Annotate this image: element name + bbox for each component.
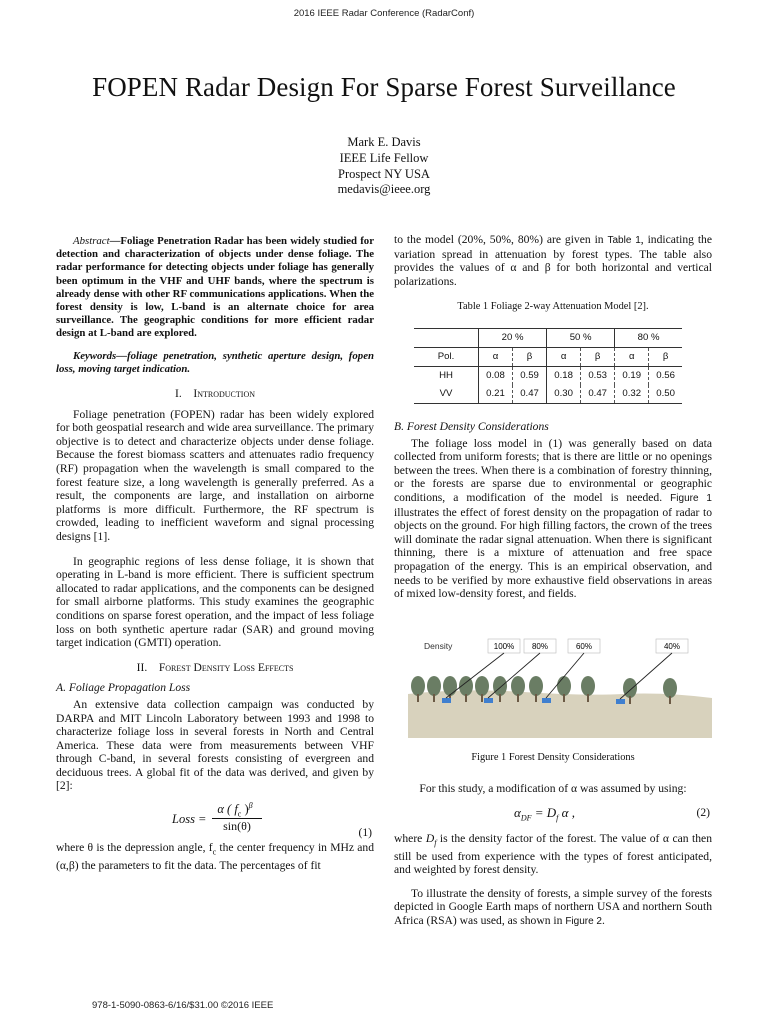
eq2-rhs: α , [558,804,575,820]
table-1-caption: Table 1 Foliage 2-way Attenuation Model [2]. [457,301,649,313]
survey-paragraph [394,887,712,929]
section-2-title: Forest Density Loss Effects [158,660,294,674]
figure-label-40: 40% [663,642,681,651]
forest-density-rest: illustrates the effect of forest density on the propagation of radar to objects on the ground. For high filling factors, the crown of the trees will dominate the radar signal attenuation. When there is significant thinning, there is a mixture of attenuation and free space propagation of the energy. This is an empirical observation, and needs to be verified by more exhaustive field observations in areas of mixed low-density forest, and fields. [394,505,712,601]
equation-2-body [514,806,575,825]
table-cell: 0.47 [513,385,547,404]
section-1-numeral: I. [175,387,182,401]
equation-1-lhs: Loss = [172,812,207,827]
table-param-header: α [479,347,513,366]
equation-1-number: (1) [358,826,372,840]
survey-end: . [602,913,605,927]
table-intro-paragraph [394,233,712,288]
table-cell-pol: HH [439,370,453,382]
subsection-a-heading: A. Foliage Propagation Loss [56,681,191,695]
table-cell: 0.08 [479,366,513,385]
table-param-header: β [649,347,682,366]
eq1-expl-rest: the center frequency in MHz and (α,β) the parameters to fit the data. The percentages of fit [56,841,374,872]
table-group-row [414,328,682,347]
density-factor-var: D [425,831,435,845]
subsection-b-heading: B. Forest Density Considerations [394,419,549,433]
figure-label-60: 60% [575,642,593,651]
equation-1-exponent: β [248,801,253,811]
forest-density-a: The foliage loss model in (1) was generally based on data collected from uniform forests; that is there are little or no openings between the trees. When there is a combination of forestry thinning, or the forests are sparse due to environmental or geographic conditions, a modification of the model is needed. [394,436,712,504]
equation-1 [56,799,374,843]
table-param-header: β [581,347,615,366]
table-cell: 0.47 [581,385,615,404]
table-row [414,366,682,385]
table-intro-rest: , indicating the variation spread in attenuation by forest types. The table also provides the values of α and β for both horizontal and vertical polarizations. [394,233,712,288]
section-1-heading [56,387,374,401]
table-param-header: α [615,347,649,366]
density-factor-paragraph [394,832,712,877]
table-group-50: 50 % [547,328,615,347]
intro-paragraph-1: Foliage penetration (FOPEN) radar has been widely explored for both geospatial research and wide area surveillance. The primary objective is to detect and characterize objects under dense foliage. Because the forest biomass scatters and attenuates radio frequency (RF) propagation when the wavelength is small compared to the forest feature size, a long wavelength is generally preferred. As a result, the components are large, and installation on airborne platforms is more difficult. Furthermore, the RF spectrum is crowded, leading to inefficient waveform and signal processing designs [1]. [56,407,374,543]
right-column-lower [394,782,712,928]
equation-1-num-sub: c [237,809,242,819]
equation-1-denominator: sin(θ) [223,819,251,834]
intro-paragraph-2: In geographic regions of less dense foliage, it is shown that operating in L-band is more efficient. There is sufficient spectrum allocated to radar applications, and the components can be designed for small airborne platforms. This study examines the geographic conditions on sparse forest operation, and the impact of less foliage loss on both synthetic aperture radar (SAR) and ground moving target indication (GMTI) operation. [56,554,374,650]
eq1-expl-a: where θ is the depression angle, f [56,841,213,855]
right-column [394,233,712,601]
equation-1-explanation [56,841,374,873]
table-header-row [414,347,682,366]
author-block [0,135,768,198]
keywords-text: —foliage penetration, synthetic aperture design, fopen loss, moving target indication. [56,349,374,375]
table-group-80: 80 % [615,328,682,347]
forest-density-figure [404,636,716,738]
figure-density-label: Density [424,641,453,651]
conference-header: 2016 IEEE Radar Conference (RadarConf) [293,8,475,19]
density-factor-var-sub: f [434,837,437,847]
density-factor-rest: is the density factor of the forest. The value of α can then still be used from experience with the types of forest anticipated, and weighted by forest density. [394,831,712,877]
figure-label-80: 80% [531,642,549,651]
author-email: medavis@ieee.org [337,182,431,197]
eq2-mid-sub: f [556,813,559,823]
eq2-mid: = D [531,804,557,820]
left-column [56,235,374,873]
table-param-header: α [547,347,581,366]
table-cell: 0.21 [479,385,513,404]
section-2-numeral: II. [136,660,148,674]
table-cell: 0.18 [547,366,581,385]
equation-1-num-end: ) [241,802,249,817]
ground-terrain [408,690,712,738]
copyright-footer: 978-1-5090-0863-6/16/$31.00 ©2016 IEEE [92,1000,274,1011]
attenuation-table [414,328,682,404]
table-cell: 0.59 [513,366,547,385]
keywords [56,350,374,376]
table-cell: 0.53 [581,366,615,385]
eq2-lhs: α [514,804,521,820]
modification-paragraph: For this study, a modification of α was assumed by using: [419,782,687,795]
abstract-label: Abstract [73,235,110,247]
eq2-lhs-sub: DF [520,813,532,823]
table-cell: 0.32 [615,385,649,404]
density-factor-a: where [394,831,426,845]
section-2-heading [56,661,374,675]
author-name: Mark E. Davis [347,135,421,149]
table-row [414,385,682,404]
author-location: Prospect NY USA [338,166,430,181]
figure-label-100: 100% [493,642,515,651]
table-cell: 0.30 [547,385,581,404]
equation-2 [394,802,712,828]
equation-2-number: (2) [696,805,710,819]
table-cell: 0.19 [615,366,649,385]
abstract [56,235,374,341]
abstract-text: —Foliage Penetration Radar has been widely studied for detection and characterization of objects under dense foliage. The radar performance for detecting objects under foliage has generally been optimum in the VHF and UHF bands, where the spectrum is already dense with other RF communications applications. When the forest density is low, L-band is an alternate choice for area surveillance. The geographic conditions for more efficient radar design at L-band are explored. [56,235,374,340]
survey-a: To illustrate the density of forests, a simple survey of the forests depicted in Google Earth maps of northern USA and northern South Africa (RSA) was used, as shown in [394,886,712,927]
paper-title: FOPEN Radar Design For Sparse Forest Surveillance [92,72,676,102]
table-cell: 0.50 [649,385,682,404]
foliage-loss-paragraph: An extensive data collection campaign was conducted by DARPA and MIT Lincoln Laboratory between 1993 and 1998 to characterize foliage loss in several forests in North and Central America. These data were from measurements between VHF through C-band, in several forests consisting of evergreen and deciduous trees. A global fit of the data was derived, and given by [2]: [56,697,374,793]
figure-1-caption: Figure 1 Forest Density Considerations [471,752,635,763]
table-param-header: β [513,347,547,366]
keywords-label: Keywords [73,349,117,362]
author-affiliation: IEEE Life Fellow [339,150,429,165]
eq1-expl-sub: c [212,847,217,857]
equation-1-num-a: α ( f [217,802,238,817]
table-corner-cell [414,328,479,347]
section-1-title: Introduction [193,387,255,401]
figure-1-reference: Figure 1 [670,492,712,504]
table-pol-header: Pol. [437,351,455,363]
table-group-20: 20 % [479,328,547,347]
table-1-reference: Table 1 [607,235,641,246]
figure-2-reference: Figure 2 [565,915,602,927]
table-cell: 0.56 [649,366,682,385]
forest-density-paragraph [394,437,712,601]
table-intro-a: to the model (20%, 50%, 80%) are given in [394,233,608,246]
table-cell-pol: VV [439,388,453,400]
